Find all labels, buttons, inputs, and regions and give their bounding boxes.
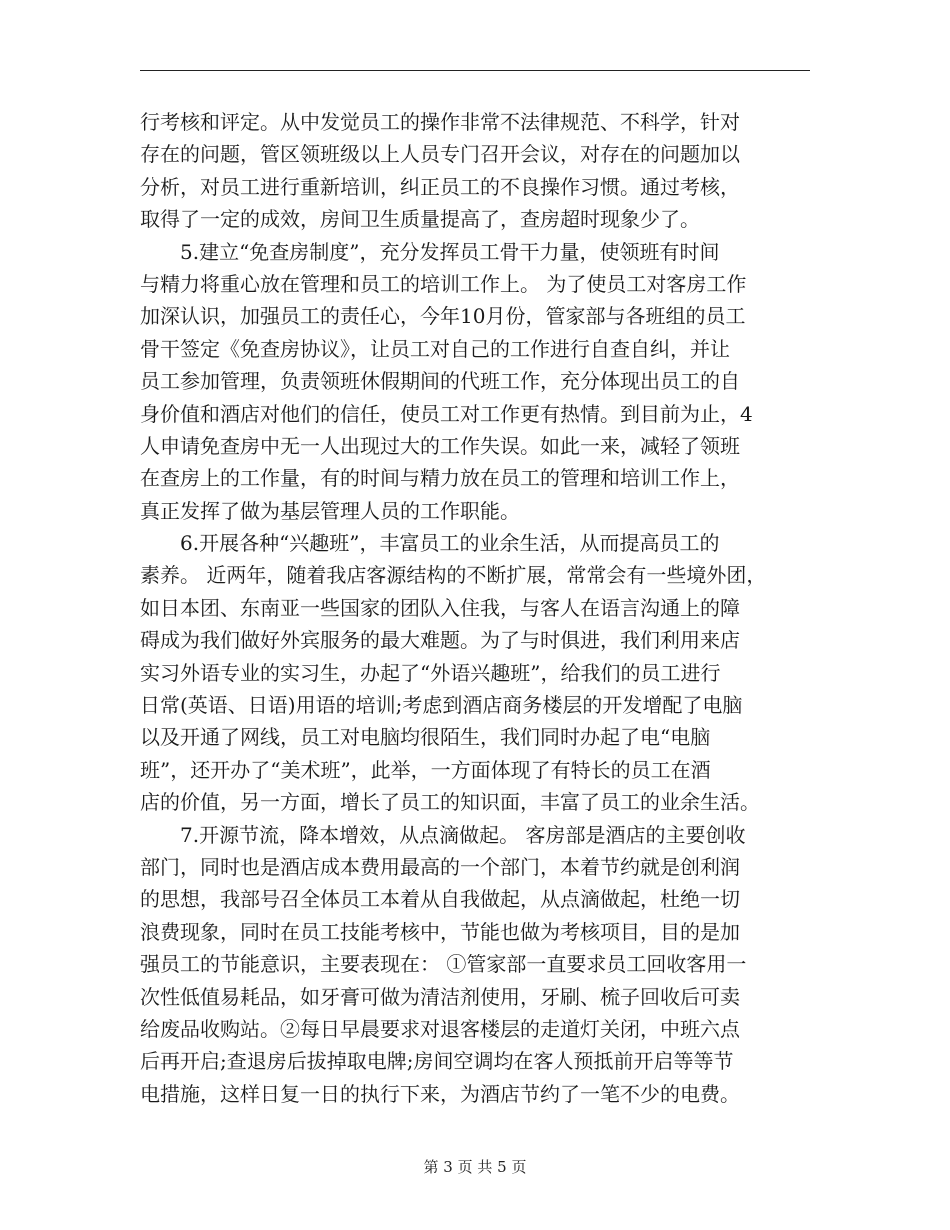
text-line: 电措施，这样日复一日的执行下来，为酒店节约了一笔不少的电费。 [140, 1081, 740, 1106]
text-line: 取得了一定的成效，房间卫生质量提高了，查房超时现象少了。 [140, 207, 700, 232]
text-line: 给废品收购站。②每日早晨要求对退客楼层的走道灯关闭，中班六点 [140, 1016, 740, 1041]
text-line: 与精力将重心放在管理和员工的培训工作上。 为了使员工对客房工作 [140, 271, 747, 296]
text-line: 次性低值易耗品，如牙膏可做为清洁剂使用，牙刷、梳子回收后可卖 [140, 984, 740, 1009]
text-line: 加深认识，加强员工的责任心，今年10月份，管家部与各班组的员工 [140, 304, 746, 329]
text-line: 后再开启;查退房后拔掉取电牌;房间空调均在客人预抵前开启等等节 [140, 1049, 734, 1074]
text-line: 存在的问题，管区领班级以上人员专门召开会议，对存在的问题加以 [140, 142, 740, 167]
text-line: 以及开通了网线，员工对电脑均很陌生，我们同时办起了电“电脑 [140, 725, 711, 750]
text-line: 素养。 近两年，随着我店客源结构的不断扩展，常常会有一些境外团， [140, 563, 767, 588]
text-line: 浪费现象，同时在员工技能考核中，节能也做为考核项目，目的是加 [140, 919, 740, 944]
section-heading-line: 5.建立“免查房制度”，充分发挥员工骨干力量，使领班有时间 [180, 239, 720, 264]
text-line: 人申请免查房中无一人出现过大的工作失误。如此一来，减轻了领班 [140, 433, 740, 458]
text-line: 实习外语专业的实习生，办起了“外语兴趣班”，给我们的员工进行 [140, 660, 721, 685]
text-line: 分析，对员工进行重新培训，纠正员工的不良操作习惯。通过考核， [140, 174, 740, 199]
page-number-footer: 第 3 页 共 5 页 [423, 1158, 527, 1176]
header-rule [140, 70, 810, 71]
text-line: 日常(英语、日语)用语的培训;考虑到酒店商务楼层的开发增配了电脑 [140, 693, 743, 718]
text-line: 骨干签定《免查房协议》，让员工对自己的工作进行自查自纠，并让 [140, 336, 730, 361]
text-line: 身价值和酒店对他们的信任，使员工对工作更有热情。到目前为止，4 [140, 401, 753, 426]
body-text [140, 106, 820, 1110]
text-line: 在查房上的工作量，有的时间与精力放在员工的管理和培训工作上， [140, 466, 740, 491]
section-heading-line: 6.开展各种“兴趣班”，丰富员工的业余生活，从而提高员工的 [180, 531, 720, 556]
text-line: 如日本团、东南亚一些国家的团队入住我，与客人在语言沟通上的障 [140, 595, 740, 620]
section-heading-line: 7.开源节流，降本增效，从点滴做起。 客房部是酒店的主要创收 [180, 822, 746, 847]
text-line: 强员工的节能意识，主要表现在： ①管家部一直要求员工回收客用一 [140, 952, 747, 977]
text-line: 的思想，我部号召全体员工本着从自我做起，从点滴做起，杜绝一切 [140, 887, 740, 912]
text-line: 员工参加管理，负责领班休假期间的代班工作，充分体现出员工的自 [140, 369, 740, 394]
text-line: 部门，同时也是酒店成本费用最高的一个部门，本着节约就是创利润 [140, 854, 740, 879]
text-line: 店的价值，另一方面，增长了员工的知识面，丰富了员工的业余生活。 [140, 790, 760, 815]
text-line: 行考核和评定。从中发觉员工的操作非常不法律规范、不科学，针对 [140, 110, 740, 134]
text-line: 真正发挥了做为基层管理人员的工作职能。 [140, 498, 520, 523]
text-line: 碍成为我们做好外宾服务的最大难题。为了与时俱进，我们利用来店 [140, 628, 740, 653]
text-line: 班”，还开办了“美术班”，此举，一方面体现了有特长的员工在酒 [140, 757, 711, 782]
